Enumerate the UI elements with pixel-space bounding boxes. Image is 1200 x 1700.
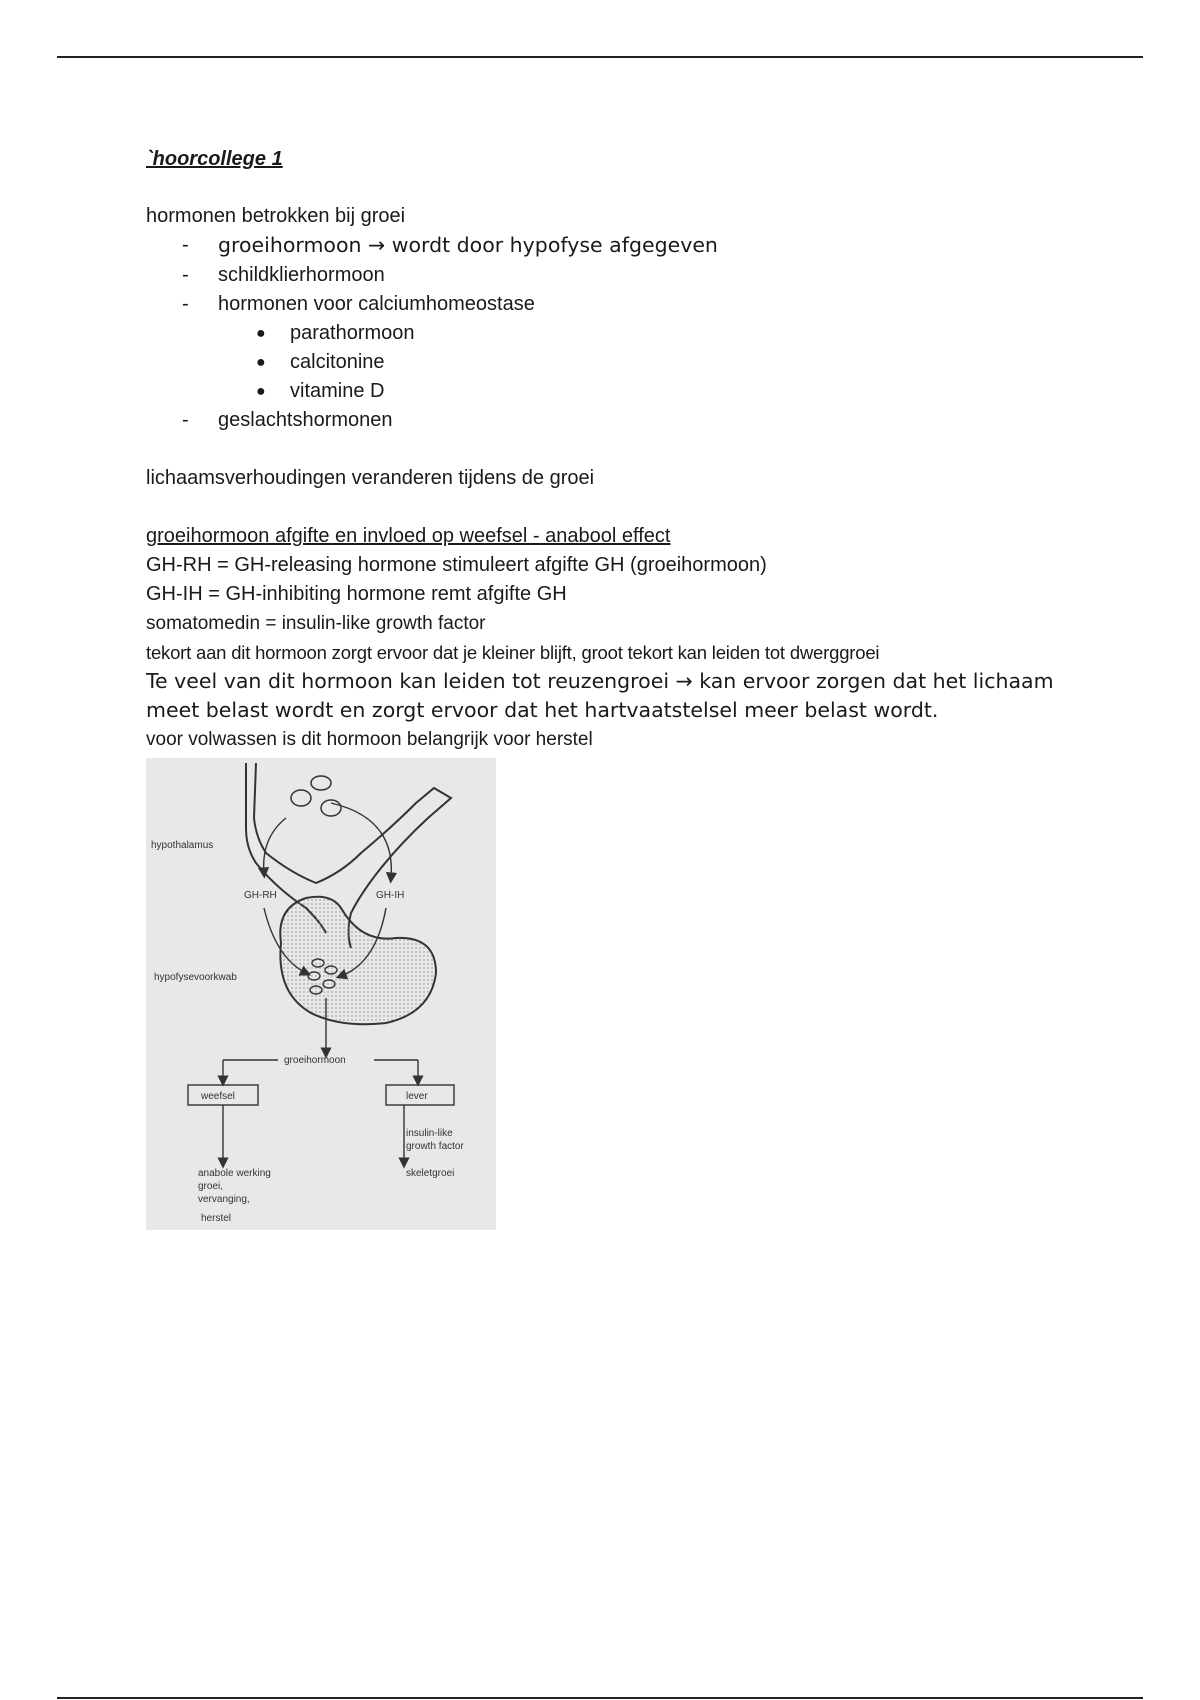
diagram-svg	[146, 758, 496, 1230]
hormone-list	[146, 231, 1086, 435]
list-item	[146, 406, 1086, 435]
liver-label: lever	[406, 1091, 428, 1102]
list-item-text: groeihormoon → wordt door hypofyse afgegeven	[218, 233, 718, 257]
anabolic-label-line2: groei,	[198, 1181, 224, 1192]
dash-marker: -	[182, 264, 189, 286]
pituitary-label: hypofysevoorkwab	[154, 972, 237, 983]
list-item	[146, 231, 1086, 261]
list-item-text: calcitonine	[290, 351, 385, 373]
ghih-label: GH-IH	[376, 890, 405, 901]
calcium-hormone-list	[218, 319, 1086, 406]
skeletal-growth-label: skeletgroei	[406, 1168, 455, 1179]
ghrh-label: GH-RH	[244, 890, 277, 901]
page-top-rule	[57, 56, 1143, 58]
list-item-text: hormonen voor calciumhomeostase	[218, 293, 535, 315]
spacer	[146, 435, 1086, 464]
neuron-cell	[311, 776, 331, 790]
hypothalamus-label: hypothalamus	[151, 840, 214, 851]
bullet-marker: ●	[256, 325, 266, 342]
list-item	[218, 377, 1086, 406]
list-item-text: schildklierhormoon	[218, 264, 385, 286]
bullet-marker: ●	[256, 383, 266, 400]
deficiency-text: tekort aan dit hormoon zorgt ervoor dat je kleiner blijft, groot tekort kan leiden tot dwerggroei	[146, 642, 880, 663]
list-item	[218, 348, 1086, 377]
list-item-text: vitamine D	[290, 380, 385, 402]
dash-marker: -	[182, 234, 189, 256]
igf-label-line2: growth factor	[406, 1141, 464, 1152]
tissue-label: weefsel	[201, 1091, 235, 1102]
anabolic-label-line4: herstel	[201, 1213, 232, 1224]
list-item	[146, 261, 1086, 290]
dash-marker: -	[182, 293, 189, 315]
page-bottom-rule	[57, 1697, 1143, 1699]
page-heading: `hoorcollege 1	[146, 148, 283, 170]
list-item-text: parathormoon	[290, 322, 415, 344]
igf-label-line1: insulin-like	[406, 1128, 453, 1139]
growth-hormone-label: groeihormoon	[284, 1055, 346, 1066]
list-item	[146, 290, 1086, 406]
ghrh-definition: GH-RH = GH-releasing hormone stimuleert afgifte GH (groeihormoon)	[146, 554, 767, 576]
adult-text: voor volwassen is dit hormoon belangrijk voor herstel	[146, 729, 593, 750]
excess-text: Te veel van dit hormoon kan leiden tot reuzengroei → kan ervoor zorgen dat het lichaam meet belast wordt en zorgt ervoor dat het hartvaatstelsel meer belast wordt.	[146, 669, 1054, 722]
bullet-marker: ●	[256, 354, 266, 371]
list-item	[218, 319, 1086, 348]
neuron-cell	[321, 800, 341, 816]
anabolic-label-line3: vervanging,	[198, 1194, 250, 1205]
ghih-definition: GH-IH = GH-inhibiting hormone remt afgifte GH	[146, 583, 567, 605]
somatomedin-definition: somatomedin = insulin-like growth factor	[146, 613, 486, 634]
dash-marker: -	[182, 409, 189, 431]
pituitary-gland	[280, 897, 436, 1025]
body-proportions-text: lichaamsverhoudingen veranderen tijdens de groei	[146, 467, 595, 489]
anabolic-label-line1: anabole werking	[198, 1168, 271, 1179]
spacer	[146, 493, 1086, 522]
growth-hormone-diagram	[146, 758, 496, 1230]
intro-text: hormonen betrokken bij groei	[146, 205, 406, 227]
list-item-text: geslachtshormonen	[218, 409, 393, 431]
document-body	[146, 146, 1086, 1230]
neuron-cell	[291, 790, 311, 806]
section-title: groeihormoon afgifte en invloed op weefsel - anabool effect	[146, 525, 671, 547]
